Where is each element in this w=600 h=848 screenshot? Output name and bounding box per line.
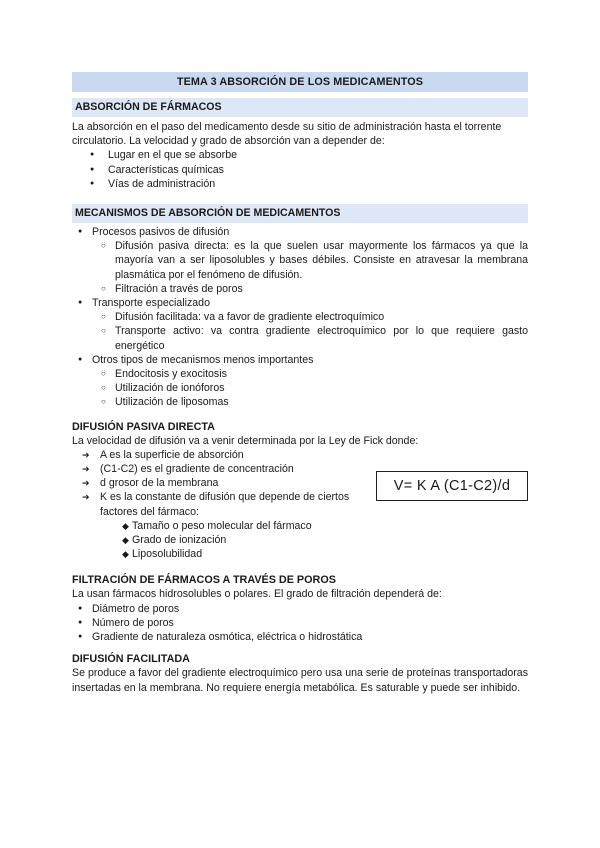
- list-item: ● Gradiente de naturaleza osmótica, eléctrica o hidrostática: [72, 630, 528, 644]
- section-heading-difusion-facilitada: DIFUSIÓN FACILITADA: [72, 653, 190, 666]
- sub-list: [72, 239, 528, 296]
- diamond-item: ◆ Tamaño o peso molecular del fármaco: [72, 519, 372, 533]
- diamond-item: ◆ Liposolubilidad: [72, 547, 372, 561]
- section-heading-mecanismos: MECANISMOS DE ABSORCIÓN DE MEDICAMENTOS: [72, 204, 528, 223]
- sub-item: ○ Difusión pasiva directa: es la que suelen usar mayormente los fármacos ya que la mayoría van a ser liposolubles y bases débiles. Consiste en atravesar la membrana plasmática por el fenómeno de difusión.: [72, 239, 528, 282]
- group-label: Otros tipos de mecanismos menos importantes: [92, 353, 314, 366]
- list-item: [72, 353, 528, 410]
- sub-item: ○ Utilización de liposomas: [72, 395, 528, 409]
- factor-list: [72, 148, 528, 191]
- section-heading-filtracion: FILTRACIÓN DE FÁRMACOS A TRAVÉS DE POROS: [72, 574, 336, 587]
- list-item: ● Número de poros: [72, 616, 528, 630]
- group-label: Transporte especializado: [92, 297, 210, 310]
- factors-list: [72, 519, 372, 562]
- sub-item: ○ Utilización de ionóforos: [72, 381, 528, 395]
- list-item: ● Diámetro de poros: [72, 602, 528, 616]
- group-label: Procesos pasivos de difusión: [92, 226, 230, 239]
- list-item: [72, 225, 528, 296]
- arrow-item: ➔ (C1-C2) es el gradiente de concentración: [72, 462, 372, 476]
- arrow-item: ➔ A es la superficie de absorción: [72, 448, 372, 462]
- fick-formula-box: V= K A (C1-C2)/d: [376, 471, 528, 501]
- section-paragraph: La absorción en el paso del medicamento desde su sitio de administración hasta el torrente circulatorio. La velocidad y grado de absorción van a depender de:: [72, 121, 502, 148]
- sub-list: [72, 310, 528, 353]
- document-title: TEMA 3 ABSORCIÓN DE LOS MEDICAMENTOS: [72, 72, 528, 92]
- sub-item: ○ Difusión facilitada: va a favor de gradiente electroquímico: [72, 310, 528, 324]
- fick-variables-list: [72, 448, 372, 519]
- section-paragraph: La velocidad de difusión va a venir determinada por la Ley de Fick donde:: [72, 434, 419, 447]
- mechanism-list: [72, 225, 528, 410]
- section-heading-difusion-pasiva: DIFUSIÓN PASIVA DIRECTA: [72, 420, 215, 433]
- diamond-item: ◆ Grado de ionización: [72, 533, 372, 547]
- section-heading-absorcion: ABSORCIÓN DE FÁRMACOS: [72, 98, 528, 117]
- arrow-item: ➔ K es la constante de difusión que depende de ciertos factores del fármaco:: [72, 490, 372, 518]
- sub-item: ○ Transporte activo: va contra gradiente electroquímico por lo que requiere gasto energético: [72, 324, 528, 352]
- list-item: [72, 296, 528, 353]
- filtration-list: [72, 602, 528, 645]
- list-item: ● Lugar en el que se absorbe: [72, 148, 528, 162]
- section-paragraph: La usan fármacos hidrosolubles o polares. El grado de filtración dependerá de:: [72, 588, 442, 601]
- sub-list: [72, 367, 528, 410]
- section-paragraph: Se produce a favor del gradiente electroquímico pero usa una serie de proteínas transportadoras insertadas en la membrana. No requiere energía metabólica. Es saturable y puede ser inhibido.: [72, 667, 528, 694]
- arrow-item: ➔ d grosor de la membrana: [72, 476, 372, 490]
- list-item: ● Características químicas: [72, 163, 528, 177]
- sub-item: ○ Endocitosis y exocitosis: [72, 367, 528, 381]
- sub-item: ○ Filtración a través de poros: [72, 282, 528, 296]
- list-item: ● Vías de administración: [72, 177, 528, 191]
- document-page: [72, 72, 528, 695]
